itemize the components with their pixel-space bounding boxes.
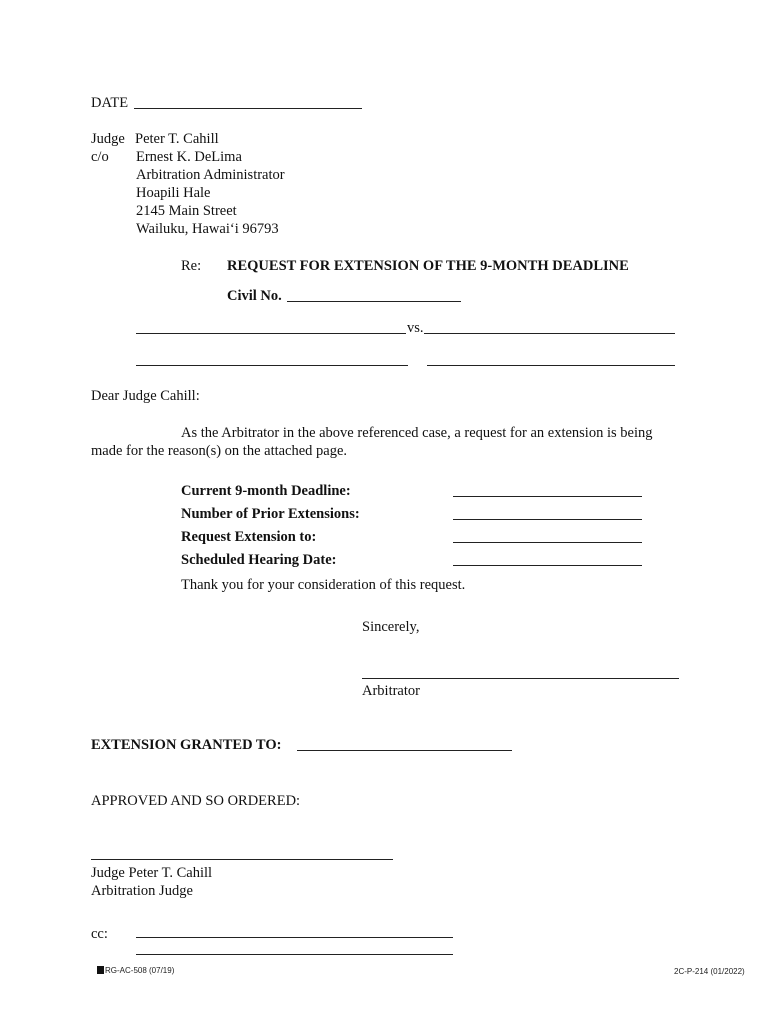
vs-label: vs. [407, 320, 424, 336]
civil-no-field[interactable] [287, 287, 461, 305]
request-extension-field[interactable] [453, 528, 642, 546]
footer-left-text: RG-AC-508 (07/19) [105, 966, 175, 975]
extension-granted-field[interactable] [297, 736, 512, 754]
re-label: Re: [181, 258, 202, 274]
footer-form-code-left [97, 966, 174, 975]
civil-no-label: Civil No. [227, 288, 282, 304]
defendant-field[interactable] [424, 319, 675, 337]
address-judge-prefix: Judge [91, 131, 125, 147]
arbitrator-signature-field[interactable] [362, 664, 679, 682]
address-co: c/o [91, 149, 109, 165]
body-text: As the Arbitrator in the above referenced case, a request for an extension is being [181, 425, 653, 441]
thanks-text: Thank you for your consideration of this request. [181, 577, 466, 593]
cc-label: cc: [91, 926, 108, 942]
cc-field[interactable] [136, 940, 453, 958]
address-line: 2145 Main Street [136, 203, 237, 219]
field-label-prior-extensions: Number of Prior Extensions: [181, 506, 360, 522]
judge-signature-field[interactable] [91, 845, 393, 863]
party-field[interactable] [136, 349, 408, 367]
address-line: Arbitration Administrator [136, 167, 285, 183]
extension-granted-label: EXTENSION GRANTED TO: [91, 737, 282, 753]
judge-name: Judge Peter T. Cahill [91, 865, 213, 881]
field-label-hearing-date: Scheduled Hearing Date: [181, 552, 337, 568]
body-text: made for the reason(s) on the attached page. [91, 443, 348, 459]
address-line: Ernest K. DeLima [136, 149, 242, 165]
address-judge-name: Peter T. Cahill [135, 131, 219, 147]
salutation: Dear Judge Cahill: [91, 388, 200, 404]
judge-title: Arbitration Judge [91, 883, 193, 899]
re-subject: REQUEST FOR EXTENSION OF THE 9-MONTH DEADLINE [227, 258, 629, 274]
party-field[interactable] [427, 349, 675, 367]
hearing-date-field[interactable] [453, 551, 642, 569]
date-label: DATE [91, 95, 129, 111]
date-field[interactable] [134, 94, 362, 112]
closing-text: Sincerely, [362, 619, 420, 635]
field-label-request-extension: Request Extension to: [181, 529, 317, 545]
field-label-deadline: Current 9-month Deadline: [181, 483, 351, 499]
seal-icon [97, 966, 104, 974]
deadline-field[interactable] [453, 482, 642, 500]
prior-extensions-field[interactable] [453, 505, 642, 523]
cc-field[interactable] [136, 923, 453, 941]
plaintiff-field[interactable] [136, 319, 406, 337]
address-line: Hoapili Hale [136, 185, 211, 201]
approved-text: APPROVED AND SO ORDERED: [91, 793, 301, 809]
address-line: Wailuku, Hawai‘i 96793 [136, 221, 279, 237]
arbitrator-label: Arbitrator [362, 683, 420, 699]
footer-form-code-right: 2C-P-214 (01/2022) [674, 967, 745, 976]
